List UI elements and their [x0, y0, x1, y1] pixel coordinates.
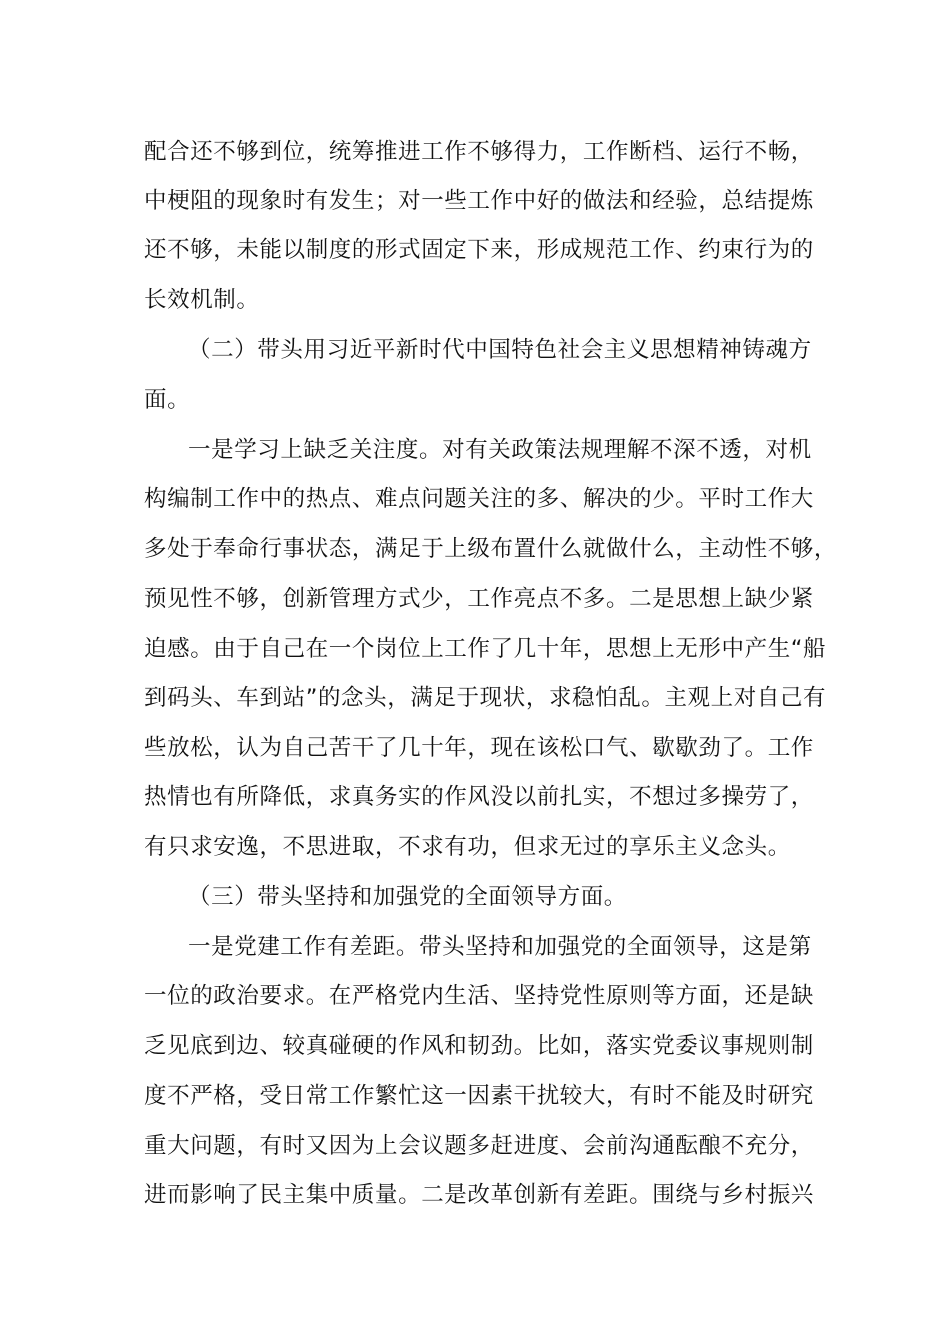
- text-line: 进而影响了民主集中质量。二是改革创新有差距。围绕与乡村振兴: [144, 1182, 814, 1208]
- text-line: 度不严格，受日常工作繁忙这一因素干扰较大，有时不能及时研究: [144, 1083, 814, 1109]
- text-line: 到码头、车到站”的念头，满足于现状，求稳怕乱。主观上对自己有: [144, 685, 827, 711]
- section-heading: （三）带头坚持和加强党的全面领导方面。: [188, 884, 627, 910]
- text-line: 预见性不够，创新管理方式少，工作亮点不多。二是思想上缺少紧: [144, 586, 814, 612]
- text-line: 一是党建工作有差距。带头坚持和加强党的全面领导，这是第: [188, 934, 812, 960]
- text-line: 配合还不够到位，统筹推进工作不够得力，工作断档、运行不畅，: [144, 139, 814, 165]
- text-line: 一位的政治要求。在严格党内生活、坚持党性原则等方面，还是缺: [144, 983, 814, 1009]
- text-line: 热情也有所降低，求真务实的作风没以前扎实，不想过多操劳了，: [144, 784, 814, 810]
- text-line: 迫感。由于自己在一个岗位上工作了几十年，思想上无形中产生“船: [144, 636, 827, 662]
- text-line: 些放松，认为自己苦干了几十年，现在该松口气、歇歇劲了。工作: [144, 735, 814, 761]
- text-line: 长效机制。: [144, 287, 260, 313]
- text-line: 还不够，未能以制度的形式固定下来，形成规范工作、约束行为的: [144, 237, 814, 263]
- text-line: 一是学习上缺乏关注度。对有关政策法规理解不深不透，对机: [188, 437, 812, 463]
- text-line: 重大问题，有时又因为上会议题多赶进度、会前沟通酝酿不充分，: [144, 1133, 814, 1159]
- text-line: 面。: [144, 387, 191, 413]
- section-heading: （二）带头用习近平新时代中国特色社会主义思想精神铸魂方: [188, 337, 812, 363]
- text-line: 乏见底到边、较真碰硬的作风和韧劲。比如，落实党委议事规则制: [144, 1033, 814, 1059]
- text-line: 构编制工作中的热点、难点问题关注的多、解决的少。平时工作大: [144, 486, 814, 512]
- text-line: 多处于奉命行事状态，满足于上级布置什么就做什么，主动性不够，: [144, 536, 838, 562]
- text-line: 中梗阻的现象时有发生；对一些工作中好的做法和经验，总结提炼: [144, 188, 814, 214]
- text-line: 有只求安逸，不思进取，不求有功，但求无过的享乐主义念头。: [144, 834, 791, 860]
